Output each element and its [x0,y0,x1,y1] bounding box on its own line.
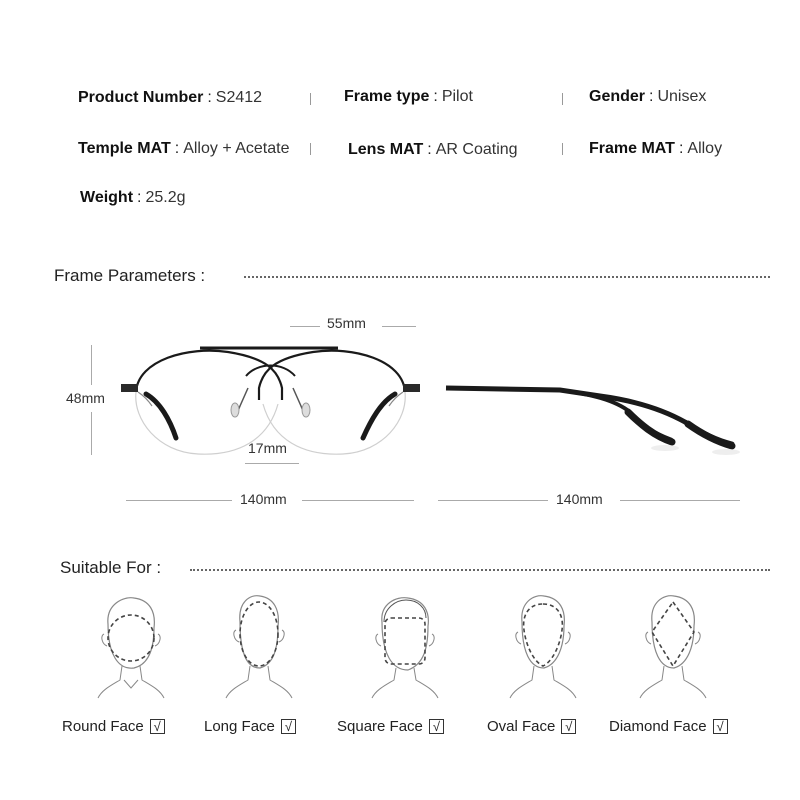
dim-line [91,345,92,385]
spec-value: Alloy + Acetate [183,140,290,157]
lens-height-label: 48mm [66,390,105,406]
section-divider-dots [190,569,770,571]
face-label-text: Long Face [204,718,275,735]
spec-weight [80,189,186,207]
section-divider-dots [244,276,770,278]
spec-value: Alloy [687,140,723,157]
dim-line [620,500,740,501]
face-label-round [62,718,165,735]
suitable-for-title: Suitable For : [60,558,162,577]
check-icon: √ [429,719,444,734]
dim-line [126,500,232,501]
spec-product-number [78,89,262,107]
face-label-text: Square Face [337,718,423,735]
spec-label: Frame MAT [589,140,675,157]
spec-colon: : [137,189,142,206]
spec-frame-type [344,88,473,106]
dim-line [382,326,416,327]
diamond-face-icon [636,592,710,700]
spec-colon: : [174,140,180,157]
face-label-text: Round Face [62,718,144,735]
long-face-icon [222,592,296,700]
spec-colon: : [427,141,432,158]
frame-parameters-title: Frame Parameters : [54,266,206,285]
spec-label: Gender [589,88,646,105]
divider [310,93,311,105]
face-label-oval [487,718,576,735]
spec-value: Unisex [657,88,707,105]
face-label-text: Oval Face [487,718,556,735]
check-icon: √ [561,719,576,734]
check-icon: √ [713,719,728,734]
spec-label: Lens MAT [348,141,424,158]
check-icon: √ [150,719,165,734]
dim-line [91,412,92,455]
face-label-square [337,718,444,735]
spec-value: S2412 [215,89,263,106]
spec-colon: : [678,140,684,157]
oval-face-icon [506,592,580,700]
round-face-icon [94,594,168,700]
face-label-diamond [609,718,728,735]
spec-value: 25.2g [145,189,186,206]
spec-temple-mat [78,140,290,158]
spec-colon: : [433,88,438,105]
dim-line [438,500,548,501]
temple-length-label: 140mm [556,491,603,507]
spec-label: Temple MAT [78,140,171,157]
check-icon: √ [281,719,296,734]
face-label-text: Diamond Face [609,718,707,735]
lens-width-label: 55mm [327,315,366,331]
face-label-long [204,718,296,735]
spec-label: Frame type [344,88,430,105]
dim-line [290,326,320,327]
spec-colon: : [207,89,212,106]
glasses-side-image [440,378,740,458]
divider [310,143,311,155]
spec-value: AR Coating [435,141,518,158]
dim-line [302,500,414,501]
spec-frame-mat [589,140,722,158]
divider [562,143,563,155]
spec-label: Product Number [78,89,204,106]
frame-width-label: 140mm [240,491,287,507]
spec-lens-mat [348,141,518,159]
divider [562,93,563,105]
spec-gender [589,88,706,106]
dim-line [245,463,299,464]
spec-value: Pilot [441,88,473,105]
spec-colon: : [649,88,654,105]
spec-label: Weight [80,189,134,206]
bridge-label: 17mm [248,440,287,456]
square-face-icon [368,594,442,700]
